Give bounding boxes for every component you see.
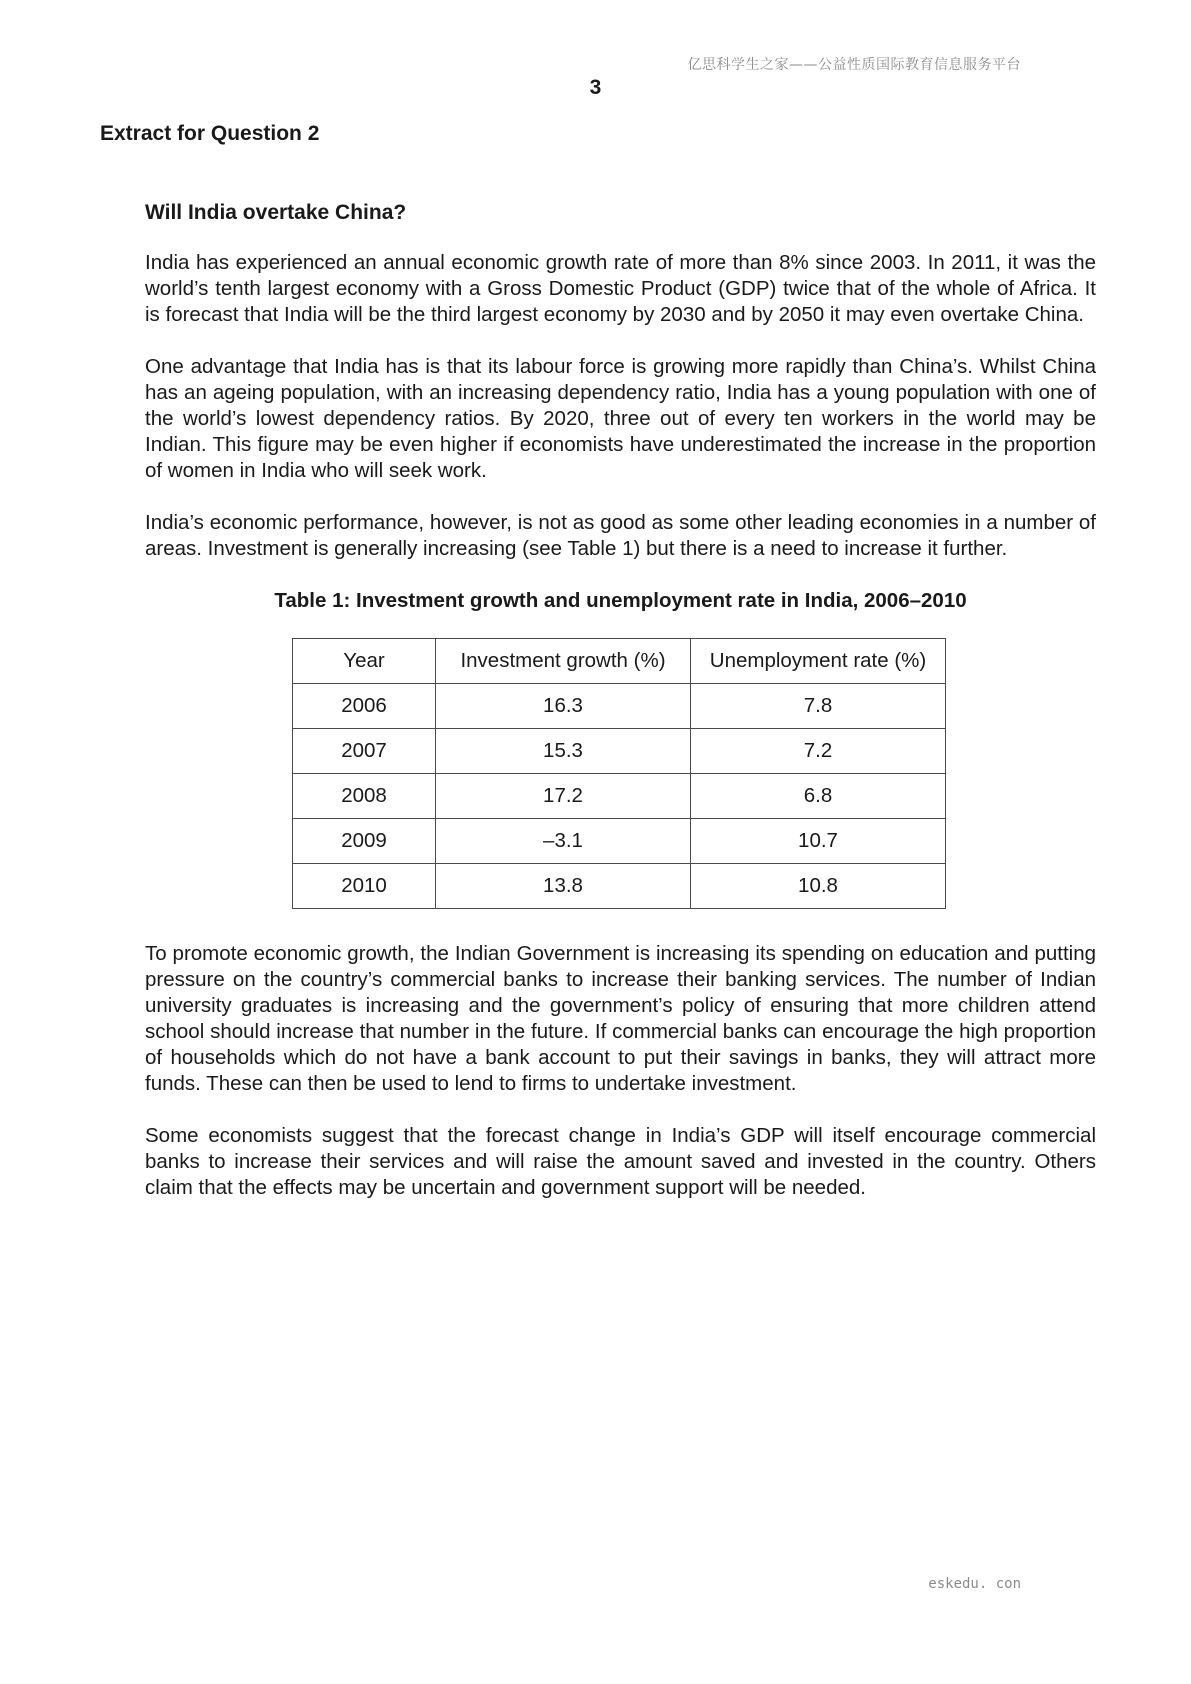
footer-site-text: eskedu. con xyxy=(928,1576,1021,1592)
cell-unemployment-rate: 6.8 xyxy=(691,774,946,819)
watermark-text: 亿思科学生之家——公益性质国际教育信息服务平台 xyxy=(687,57,1021,73)
paragraph-2: One advantage that India has is that its labour force is growing more rapidly than China’s. Whilst China has an ageing population, with an increasing dependency ratio, India has a young population with one of the world’s lowest dependency ratios. By 2020, three out of every ten workers in the world may be Indian. This figure may be even higher if economists have underestimated the increase in the proportion of women in India who will seek work. xyxy=(145,355,1096,482)
paragraph-3: India’s economic performance, however, is not as good as some other leading economies in a number of areas. Investment is generally increasing (see Table 1) but there is a need to increase it further. xyxy=(145,511,1096,560)
cell-investment-growth: 15.3 xyxy=(436,729,691,774)
table-caption: Table 1: Investment growth and unemployment rate in India, 2006–2010 xyxy=(274,589,967,612)
article-body xyxy=(145,200,1096,1227)
cell-investment-growth: 13.8 xyxy=(436,864,691,909)
cell-unemployment-rate: 7.2 xyxy=(691,729,946,774)
investment-unemployment-table xyxy=(292,638,946,909)
extract-heading: Extract for Question 2 xyxy=(100,122,320,145)
paragraph-5: Some economists suggest that the forecast change in India’s GDP will itself encourage commercial banks to increase their services and will raise the amount saved and invested in the country. Others claim that the effects may be uncertain and government support will be needed. xyxy=(145,1124,1096,1199)
table-header-row xyxy=(293,639,946,684)
table-row xyxy=(293,819,946,864)
cell-unemployment-rate: 10.8 xyxy=(691,864,946,909)
table-row xyxy=(293,729,946,774)
paragraph-4: To promote economic growth, the Indian Government is increasing its spending on education and putting pressure on the country’s commercial banks to increase their banking services. The number of Indian university graduates is increasing and the government’s policy of ensuring that more children attend school should increase that number in the future. If commercial banks can encourage the high proportion of households which do not have a bank account to put their savings in banks, they will attract more funds. These can then be used to lend to firms to undertake investment. xyxy=(145,942,1096,1095)
cell-unemployment-rate: 10.7 xyxy=(691,819,946,864)
article-title: Will India overtake China? xyxy=(145,201,407,224)
cell-investment-growth: 17.2 xyxy=(436,774,691,819)
page-number: 3 xyxy=(589,76,602,99)
cell-year: 2010 xyxy=(293,864,436,909)
cell-unemployment-rate: 7.8 xyxy=(691,684,946,729)
paragraph-1: India has experienced an annual economic growth rate of more than 8% since 2003. In 2011, it was the world’s tenth largest economy with a Gross Domestic Product (GDP) twice that of the whole of Africa. It is forecast that India will be the third largest economy by 2030 and by 2050 it may even overtake China. xyxy=(145,251,1096,326)
cell-year: 2009 xyxy=(293,819,436,864)
cell-year: 2008 xyxy=(293,774,436,819)
cell-investment-growth: 16.3 xyxy=(436,684,691,729)
table-row xyxy=(293,774,946,819)
cell-year: 2007 xyxy=(293,729,436,774)
header-investment-growth: Investment growth (%) xyxy=(436,639,691,684)
header-unemployment-rate: Unemployment rate (%) xyxy=(691,639,946,684)
cell-year: 2006 xyxy=(293,684,436,729)
cell-investment-growth: –3.1 xyxy=(436,819,691,864)
table-row xyxy=(293,864,946,909)
header-year: Year xyxy=(293,639,436,684)
table-row xyxy=(293,684,946,729)
